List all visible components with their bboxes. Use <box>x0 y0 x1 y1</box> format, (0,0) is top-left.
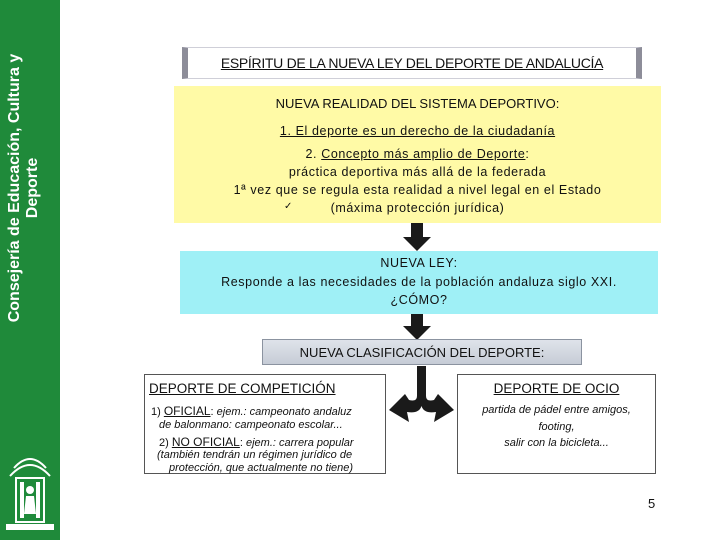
nueva-ley-line3: ¿CÓMO? <box>390 293 448 307</box>
realidad-point2-line4-text: (máxima protección jurídica) <box>330 201 505 215</box>
down-arrow-icon <box>402 223 432 251</box>
realidad-point2-line2: práctica deportiva más allá de la federada <box>288 165 547 179</box>
slide-title: ESPÍRITU DE LA NUEVA LEY DEL DEPORTE DE ANDALUCÍA <box>220 55 604 71</box>
competicion-oficial: 1) OFICIAL: ejem.: campeonato andaluz <box>151 404 352 418</box>
realidad-point2-line3: 1ª vez que se regula esta realidad a nivel legal en el Estado <box>233 183 602 197</box>
realidad-point2-num: 2. <box>305 147 318 161</box>
title-banner <box>182 47 642 79</box>
nueva-ley-line2: Responde a las necesidades de la población andaluza siglo XXI. <box>221 275 617 289</box>
ocio-line2: footing, <box>538 421 575 433</box>
ocio-line1: partida de pádel entre amigos, <box>482 404 631 416</box>
nueva-realidad-box <box>174 86 661 223</box>
realidad-point2 <box>174 147 661 161</box>
clasificacion-banner <box>262 339 582 365</box>
competicion-heading: DEPORTE DE COMPETICIÓN <box>149 381 336 396</box>
split-arrow-icon <box>386 366 457 424</box>
junta-andalucia-logo-icon <box>4 448 56 534</box>
ocio-heading: DEPORTE DE OCIO <box>493 381 620 396</box>
realidad-point2-text: Concepto más amplio de Deporte <box>321 147 526 161</box>
realidad-point2-colon: : <box>525 147 530 161</box>
competicion-no-oficial: 2) NO OFICIAL: ejem.: carrera popular <box>159 435 354 449</box>
sidebar <box>0 0 60 540</box>
realidad-point1-text: 1. El deporte es un derecho de la ciudadanía <box>279 124 556 138</box>
check-icon: ✓ <box>284 201 293 212</box>
clasificacion-heading: NUEVA CLASIFICACIÓN DEL DEPORTE: <box>299 345 545 360</box>
realidad-point1 <box>174 124 661 138</box>
competicion-oficial-example2: de balonmano: campeonato escolar... <box>159 419 343 431</box>
sidebar-title-line2: Deporte <box>24 157 41 219</box>
sidebar-title <box>6 0 42 376</box>
nueva-ley-heading: NUEVA LEY: <box>380 256 458 270</box>
ocio-line3: salir con la bicicleta... <box>504 437 609 449</box>
deporte-competicion-box <box>144 374 386 474</box>
page-number: 5 <box>648 496 656 511</box>
realidad-point2-line4 <box>174 201 661 215</box>
deporte-ocio-box <box>457 374 656 474</box>
down-arrow-icon <box>402 314 432 340</box>
nueva-ley-box <box>180 251 658 314</box>
competicion-note1: (también tendrán un régimen jurídico de <box>157 449 353 461</box>
realidad-heading: NUEVA REALIDAD DEL SISTEMA DEPORTIVO: <box>275 96 560 111</box>
sidebar-title-line1: Consejería de Educación, Cultura y <box>6 53 23 323</box>
competicion-note2: protección, que actualmente no tiene) <box>169 462 354 474</box>
